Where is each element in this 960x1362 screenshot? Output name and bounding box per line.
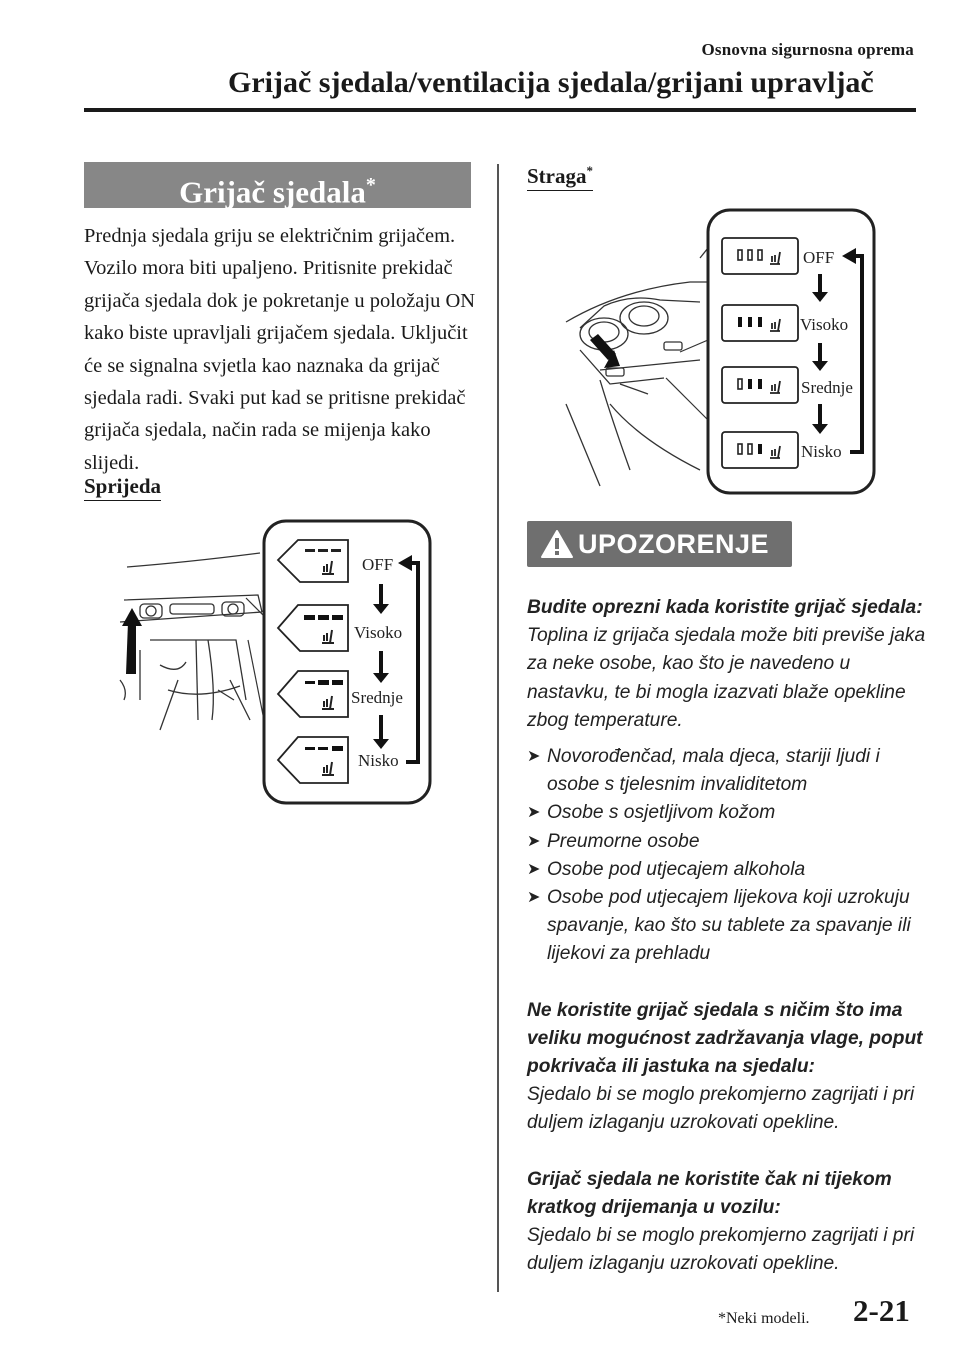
front-mode-label: OFF [362,555,394,574]
page-number: 2-21 [853,1293,910,1328]
warning-p3-heading: Grijač sjedala ne koristite čak ni tijekom kratkog drijemanja u vozilu: [527,1168,892,1218]
page-title: Grijač sjedala/ventilacija sjedala/grijani upravljač [228,66,874,99]
warning-list [527,743,927,969]
warning-p2-text: Sjedalo bi se moglo prekomjerno zagrijati i pri duljem izlaganju uzrokovati opekline. [527,1084,915,1134]
rear-asterisk: * [586,163,593,178]
warning-triangle-icon [537,521,577,567]
footer-note: *Neki modeli. [718,1310,810,1327]
rear-console-sketch [566,238,716,486]
front-heading: Sprijeda [84,474,161,501]
front-seat-heater-illustration [112,516,434,808]
front-callout-arrow [122,608,142,674]
front-mode-label: Nisko [358,751,399,770]
rear-button-nisko [722,432,798,468]
warning-body [527,594,927,1278]
header-section-label: Osnovna sigurnosna oprema [701,40,914,59]
list-item: ➤ Preumorne osobe [527,830,700,852]
section-title-box [84,162,471,208]
list-item: ➤ Osobe pod utjecajem lijekova koji uzrokuju spavanje, kao što su tablete za spavanje ili lijekovi za prehladu [527,887,911,965]
rear-mode-label: Visoko [800,315,849,334]
warning-p3-text: Sjedalo bi se moglo prekomjerno zagrijati i pri duljem izlaganju uzrokovati opekline. [527,1225,915,1275]
section-asterisk: * [365,174,376,196]
rear-button-off [722,238,798,274]
rear-button-visoko [722,305,798,341]
warning-p2-heading: Ne koristite grijač sjedala s ničim što ima veliku mogućnost zadržavanja vlage, poput pokrivača ili jastuka na sjedalu: [527,999,923,1078]
column-divider [497,164,499,1292]
section-title: Grijač sjedala [179,174,366,210]
rear-mode-label: OFF [803,248,835,267]
rear-heading: Straga* [527,163,593,191]
front-console-sketch [120,553,262,730]
rear-mode-label: Nisko [801,442,842,461]
rear-mode-label: Srednje [801,378,853,397]
list-item: ➤ Novorođenčad, mala djeca, stariji ljudi i osobe s tjelesnim invaliditetom [527,746,880,796]
intro-paragraph: Prednja sjedala griju se električnim grijačem. Vozilo mora biti upaljeno. Pritisnite prekidač grijača sjedala dok je pokretanje u položaju ON kako biste upravljali grijačem sjedala. Uključit će se signalna svjetla kao naznaka da grijač sjedala radi. Svaki put kad se pritisne prekidač grijača sjedala, način rada se mijenja kako slijedi. [84,225,476,474]
header-rule [84,108,916,112]
rear-button-srednje [722,367,798,403]
list-item: ➤ Osobe s osjetljivom kožom [527,802,776,824]
front-mode-label: Srednje [351,688,403,707]
rear-seat-heater-illustration [560,205,880,498]
warning-p1-text: Toplina iz grijača sjedala može biti previše jaka za neke osobe, kao što je navedeno u nastavku, te bi mogla izazvati blaže opekline zbog temperature. [527,625,926,731]
list-item: ➤ Osobe pod utjecajem alkohola [527,858,806,880]
front-mode-label: Visoko [354,623,403,642]
warning-p1-heading: Budite oprezni kada koristite grijač sjedala: [527,597,923,618]
warning-label: UPOZORENJE [578,529,770,559]
